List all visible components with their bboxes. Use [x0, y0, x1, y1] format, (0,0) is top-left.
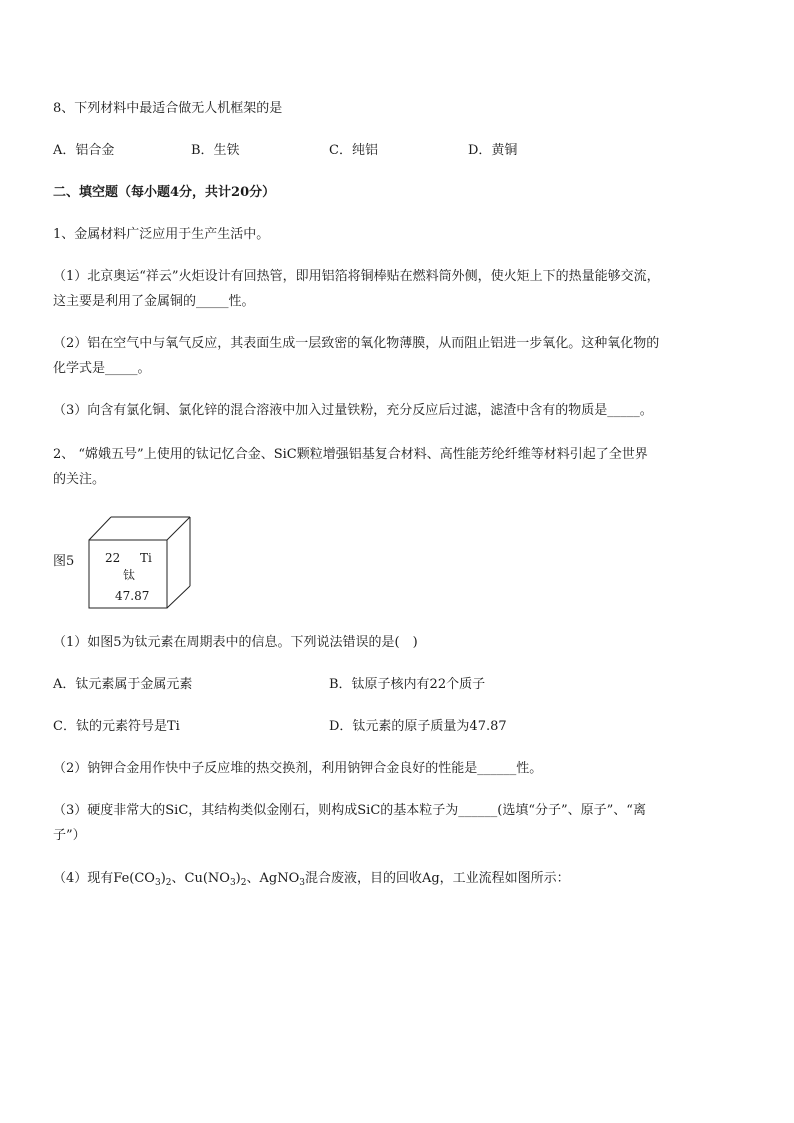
question-8-stem: 8、下列材料中最适合做无人机框架的是 [53, 101, 283, 116]
titanium-element-cube-figure [88, 516, 192, 610]
q8-option-b: B．生铁 [191, 143, 240, 158]
q8-option-d: D．黄铜 [468, 143, 518, 158]
q8-option-c: C．纯铝 [329, 143, 378, 158]
atomic-mass: 47.87 [115, 589, 150, 603]
q8-option-a: A．铝合金 [53, 143, 115, 158]
atomic-number: 22 [105, 551, 121, 565]
q2-option-d: D．钛元素的原子质量为47.87 [329, 719, 507, 734]
q1-part2-line1: （2）铝在空气中与氧气反应，其表面生成一层致密的氧化物薄膜，从而阻止铝进一步氧化。这种氧化物的 [53, 336, 660, 351]
q1-part2-line2: 化学式是_____。 [53, 361, 151, 376]
q2-part3-line1: （3）硬度非常大的SiC，其结构类似金刚石，则构成SiC的基本粒子为______(选填“分子”、原子”、“离 [53, 803, 646, 818]
q2-part2: （2）钠钾合金用作快中子反应堆的热交换剂，利用钠钾合金良好的性能是______性。 [53, 761, 543, 776]
question-2-stem-line2: 的关注。 [53, 472, 106, 487]
element-symbol: Ti [140, 551, 152, 565]
q2-part1: （1）如图5为钛元素在周期表中的信息。下列说法错误的是( ) [53, 635, 418, 650]
q2-option-a: A．钛元素属于金属元素 [53, 677, 193, 692]
q2-option-b: B．钛原子核内有22个质子 [329, 677, 486, 692]
q1-part1-line2: 这主要是利用了金属铜的_____性。 [53, 294, 255, 309]
q1-part1-line1: （1）北京奥运“祥云”火炬设计有回热管，即用铝箔将铜棒贴在燃料筒外侧，使火矩上下的热量能够交流， [53, 269, 660, 284]
section-heading-fill-in: 二、填空题（每小题4分，共计20分） [53, 185, 276, 200]
q2-part4: （4）现有$Fe(CO_3)_2$、$Cu(NO_3)_2$、AgNO$_3$混合废液，目的回收Ag，工业流程如图所示： [53, 871, 570, 888]
element-name: 钛 [123, 568, 136, 582]
q1-part3: （3）向含有氯化铜、氯化锌的混合溶液中加入过量铁粉，充分反应后过滤，滤渣中含有的物质是_____。 [53, 403, 653, 418]
question-2-stem-line1: 2、 “嫦娥五号”上使用的钛记忆合金、SiC颗粒增强铝基复合材料、高性能芳纶纤维等材料引起了全世界 [53, 447, 648, 462]
q2-option-c: C．钛的元素符号是Ti [53, 719, 180, 734]
question-1-stem: 1、金属材料广泛应用于生产生活中。 [53, 227, 270, 242]
figure-5-label: 图5 [53, 554, 75, 569]
q2-part3-line2: 子”） [53, 828, 86, 843]
